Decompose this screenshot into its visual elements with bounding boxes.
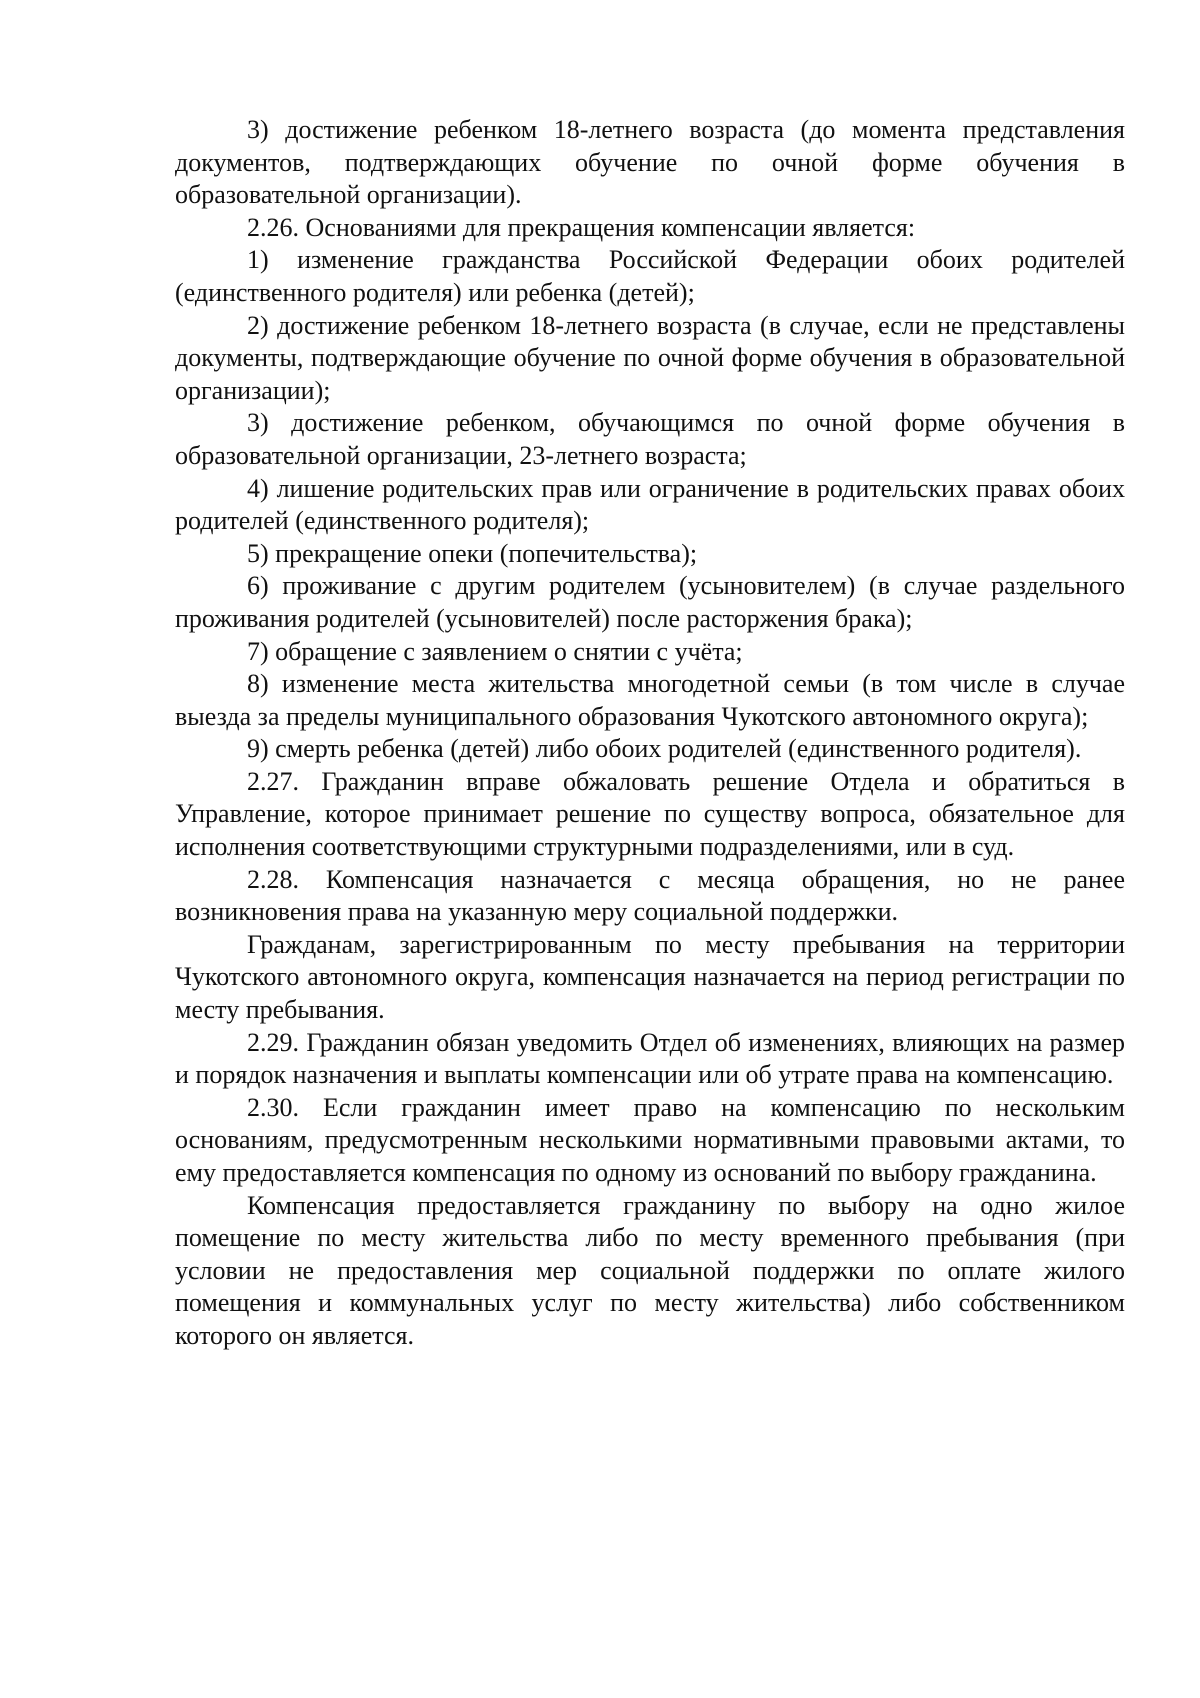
termination-item-3: 3) достижение ребенком, обучающимся по очной форме обучения в образовательной организации, 23-летнего возраста; bbox=[175, 408, 1125, 470]
clause-2-29: 2.29. Гражданин обязан уведомить Отдел об изменениях, влияющих на размер и порядок назначения и выплаты компенсации или об утрате права на компенсацию. bbox=[175, 1027, 1125, 1090]
clause-2-30-dwelling: Компенсация предоставляется гражданину по выбору на одно жилое помещение по месту жительства либо по месту временного пребывания (при условии не предоставления мер социальной поддержки по оплате жилого помещения и коммунальных услуг по месту жительства) либо собственником которого он является. bbox=[175, 1190, 1125, 1350]
termination-item-1: 1) изменение гражданства Российской Федерации обоих родителей (единственного родителя) или ребенка (детей); bbox=[175, 245, 1125, 307]
clause-2-28-registration: Гражданам, зарегистрированным по месту пребывания на территории Чукотского автономного округа, компенсация назначается на период регистрации по месту пребывания. bbox=[175, 929, 1125, 1025]
termination-item-9: 9) смерть ребенка (детей) либо обоих родителей (единственного родителя). bbox=[247, 734, 1082, 764]
item-3-age-18-until-docs: 3) достижение ребенком 18-летнего возраста (до момента представления документов, подтверждающих обучение по очной форме обучения в образовательной организации). bbox=[175, 115, 1125, 210]
termination-item-8: 8) изменение места жительства многодетной семьи (в том числе в случае выезда за пределы муниципального образования Чукотского автономного округа); bbox=[175, 669, 1125, 731]
document-body bbox=[175, 114, 1125, 1353]
clause-2-26-heading: 2.26. Основаниями для прекращения компенсации является: bbox=[247, 212, 916, 242]
clause-2-27: 2.27. Гражданин вправе обжаловать решение Отдела и обратиться в Управление, которое принимает решение по существу вопроса, обязательное для исполнения соответствующими структурными подразделениями, или в суд. bbox=[175, 766, 1125, 862]
clause-2-30: 2.30. Если гражданин имеет право на компенсацию по нескольким основаниям, предусмотренным несколькими нормативными правовыми актами, то ему предоставляется компенсация по одному из оснований по выбору гражданина. bbox=[175, 1092, 1125, 1187]
clause-2-28: 2.28. Компенсация назначается с месяца обращения, но не ранее возникновения права на указанную меру социальной поддержки. bbox=[175, 864, 1125, 927]
termination-item-5: 5) прекращение опеки (попечительства); bbox=[247, 538, 698, 568]
termination-item-7: 7) обращение с заявлением о снятии с учёта; bbox=[247, 636, 743, 666]
termination-item-4: 4) лишение родительских прав или ограничение в родительских правах обоих родителей (единственного родителя); bbox=[175, 473, 1125, 536]
termination-item-2: 2) достижение ребенком 18-летнего возраста (в случае, если не представлены документы, подтверждающие обучение по очной форме обучения в образовательной организации); bbox=[175, 310, 1125, 405]
termination-item-6: 6) проживание с другим родителем (усыновителем) (в случае раздельного проживания родителей (усыновителей) после расторжения брака); bbox=[175, 571, 1125, 633]
